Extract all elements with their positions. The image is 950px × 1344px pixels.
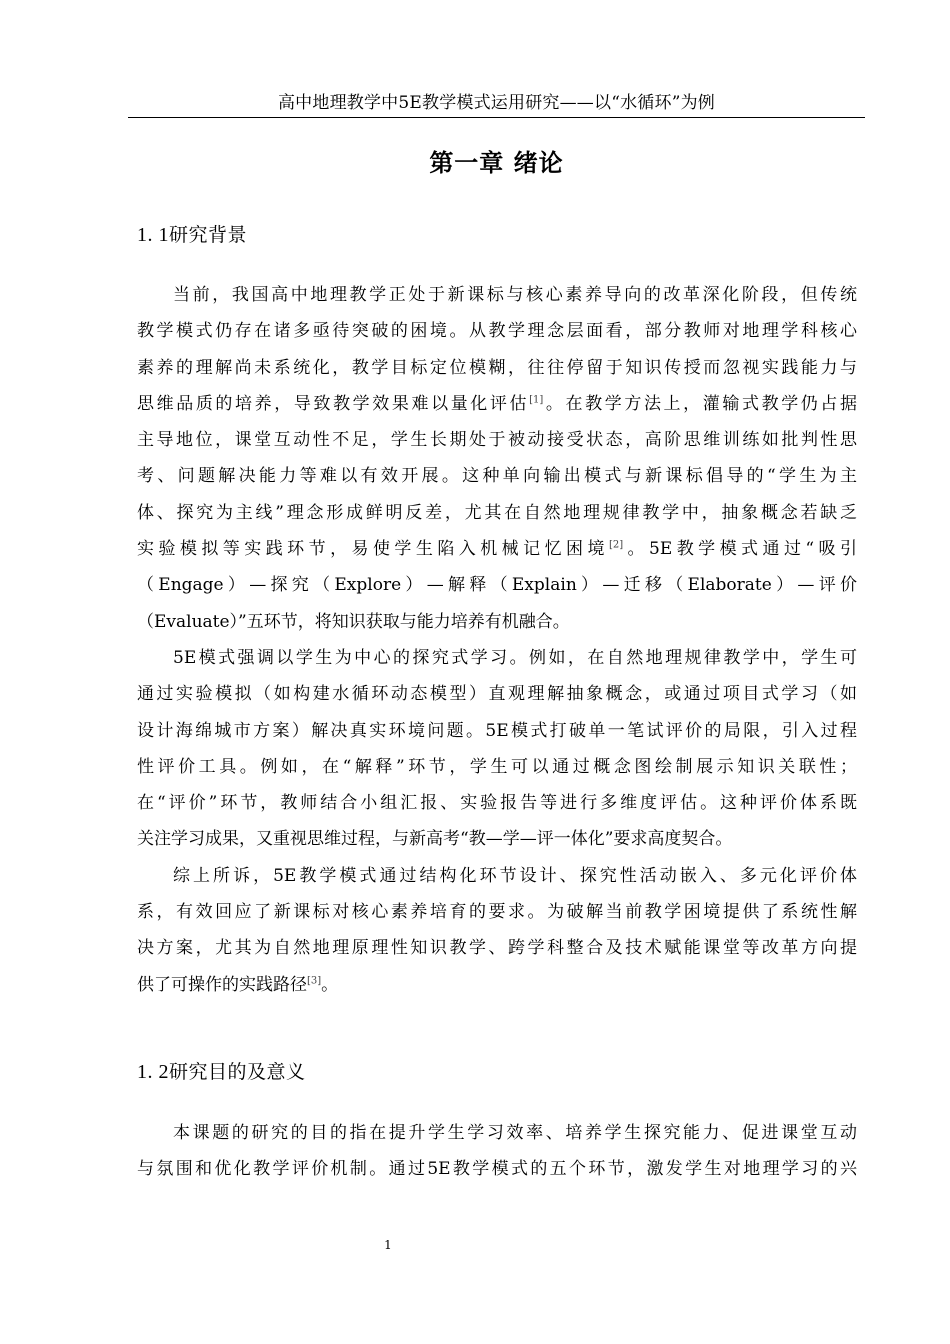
paragraph <box>137 640 857 858</box>
text-line <box>137 967 857 1003</box>
text-line: 设计海绵城市方案）解决真实环境问题。5E模式打破单一笔试评价的局限，引入过程 <box>137 720 857 741</box>
text-line: 本课题的研究的目的指在提升学生学习效率、培养学生探究能力、促进课堂互动 <box>173 1123 857 1143</box>
text-line: 当前，我国高中地理教学正处于新课标与核心素养导向的改革深化阶段，但传统 <box>173 285 857 305</box>
paragraph <box>137 277 857 640</box>
section-title: 研究目的及意义 <box>169 1061 306 1083</box>
text-line <box>137 386 857 422</box>
page-number: 1 <box>384 1238 392 1252</box>
text-line: 主导地位，课堂互动性不足，学生长期处于被动接受状态，高阶思维训练如批判性思 <box>137 430 857 451</box>
section-number: 1. 2 <box>137 1061 169 1083</box>
section-1-1-body <box>137 277 857 1003</box>
section-heading-1-1 <box>137 220 247 250</box>
text-line: 性评价工具。例如，在“解释”环节，学生可以通过概念图绘制展示知识关联性； <box>137 756 857 777</box>
citation-ref: [2] <box>608 539 624 551</box>
text-segment: 。在教学方法上，灌输式教学仍占据 <box>543 393 858 414</box>
text-segment: 。 <box>321 974 339 995</box>
text-segment: 。5E教学模式通过“吸引 <box>623 539 857 560</box>
text-segment: 实验模拟等实践环节，易使学生陷入机械记忆困境 <box>137 539 609 560</box>
section-heading-1-2 <box>137 1057 306 1087</box>
text-line: 决方案，尤其为自然地理原理性知识教学、跨学科整合及技术赋能课堂等改革方向提 <box>137 938 857 959</box>
text-line <box>137 531 857 567</box>
text-line: 教学模式仍存在诸多亟待突破的困境。从教学理念层面看，部分教师对地理学科核心 <box>137 321 857 342</box>
running-header: 高中地理教学中5E教学模式运用研究——以“水循环”为例 <box>277 93 715 113</box>
citation-ref: [1] <box>529 394 544 406</box>
paragraph <box>137 858 857 1003</box>
text-line: （Engage）—探究（Explore）—解释（Explain）—迁移（Elaborate）—评价 <box>137 575 857 596</box>
text-line: 通过实验模拟（如构建水循环动态模型）直观理解抽象概念，或通过项目式学习（如 <box>137 684 857 705</box>
text-line: （Evaluate）”五环节，将知识获取与能力培养有机融合。 <box>137 611 570 632</box>
section-title: 研究背景 <box>169 224 248 246</box>
section-1-2-body <box>137 1115 857 1188</box>
text-line: 素养的理解尚未系统化，教学目标定位模糊，往往停留于知识传授而忽视实践能力与 <box>137 357 857 378</box>
section-number: 1. 1 <box>137 224 169 246</box>
chapter-title: 第一章 绪论 <box>429 149 564 177</box>
text-line: 综上所诉，5E教学模式通过结构化环节设计、探究性活动嵌入、多元化评价体 <box>173 865 857 886</box>
text-line: 在“评价”环节，教师结合小组汇报、实验报告等进行多维度评估。这种评价体系既 <box>137 793 857 814</box>
text-line: 与氛围和优化教学评价机制。通过5E教学模式的五个环节，激发学生对地理学习的兴 <box>137 1159 857 1180</box>
text-line: 系，有效回应了新课标对核心素养培育的要求。为破解当前教学困境提供了系统性解 <box>137 902 857 923</box>
text-line: 关注学习成果，又重视思维过程，与新高考“教—学—评一体化”要求高度契合。 <box>137 829 733 850</box>
text-line: 考、问题解决能力等难以有效开展。这种单向输出模式与新课标倡导的“学生为主 <box>137 466 857 487</box>
text-segment: 供了可操作的实践路径 <box>137 974 307 995</box>
paragraph <box>137 1115 857 1188</box>
text-segment: 思维品质的培养，导致教学效果难以量化评估 <box>137 393 530 414</box>
text-line: 体、探究为主线”理念形成鲜明反差，尤其在自然地理规律教学中，抽象概念若缺乏 <box>137 502 857 523</box>
citation-ref: [3] <box>307 974 322 986</box>
text-line: 5E模式强调以学生为中心的探究式学习。例如，在自然地理规律教学中，学生可 <box>173 647 857 668</box>
header-divider <box>128 117 865 118</box>
